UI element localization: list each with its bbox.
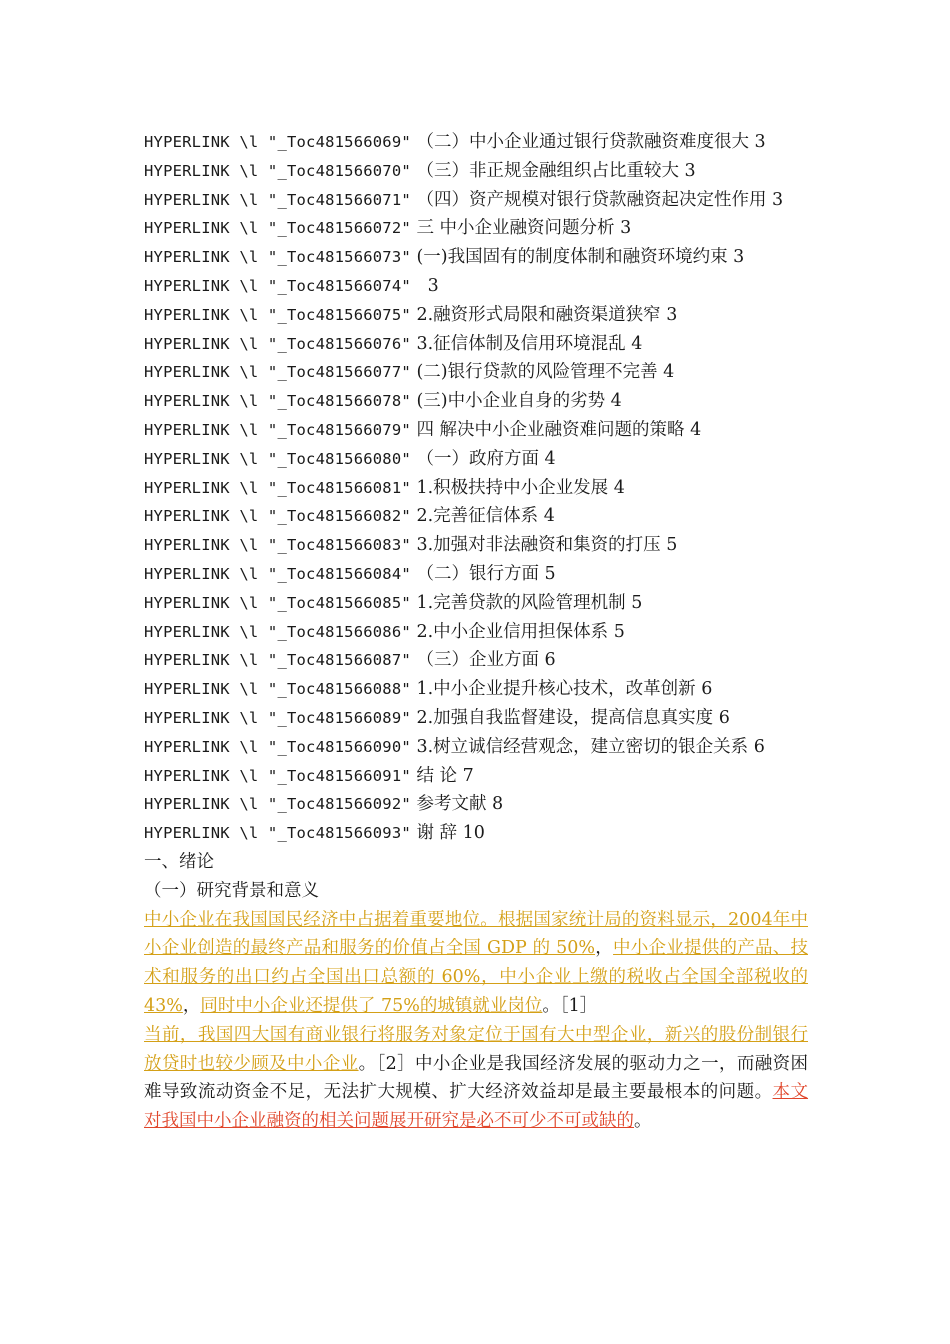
punctuation: 。: [634, 1111, 652, 1132]
toc-entry[interactable]: [144, 704, 808, 733]
toc-field-code: HYPERLINK \l "_Toc481566092": [144, 795, 411, 814]
toc-entry[interactable]: [144, 186, 808, 215]
toc-entry[interactable]: [144, 301, 808, 330]
table-of-contents: [144, 128, 808, 848]
toc-field-code: HYPERLINK \l "_Toc481566082": [144, 507, 411, 526]
citation: 。［1］: [542, 995, 598, 1016]
toc-field-code: HYPERLINK \l "_Toc481566080": [144, 449, 411, 468]
document-page: [144, 128, 808, 1136]
toc-entry[interactable]: [144, 214, 808, 243]
toc-entry[interactable]: [144, 762, 808, 791]
toc-entry-title: 结 论 7: [410, 765, 474, 786]
toc-entry[interactable]: [144, 445, 808, 474]
toc-field-code: HYPERLINK \l "_Toc481566093": [144, 824, 411, 843]
toc-entry-title: 1.中小企业提升核心技术，改革创新 6: [410, 679, 713, 700]
toc-entry-title: (一)我国固有的制度体制和融资环境约束 3: [410, 247, 745, 268]
toc-entry-title: （二）银行方面 5: [410, 563, 556, 584]
highlighted-sentence: 同时中小企业还提供了 75%的城镇就业岗位: [200, 995, 543, 1016]
toc-entry[interactable]: [144, 790, 808, 819]
toc-entry-title: 谢 辞 10: [410, 823, 485, 844]
toc-entry-title: （一）政府方面 4: [410, 448, 556, 469]
toc-entry[interactable]: [144, 733, 808, 762]
toc-entry[interactable]: [144, 618, 808, 647]
highlighted-sentence-red: 本文对我国中小企业融资的相关问题展开研究是必不可少不可或缺的: [144, 1082, 809, 1132]
toc-field-code: HYPERLINK \l "_Toc481566087": [144, 651, 411, 670]
toc-entry-title: (二)银行贷款的风险管理不完善 4: [410, 362, 675, 383]
toc-entry[interactable]: [144, 272, 808, 301]
toc-field-code: HYPERLINK \l "_Toc481566088": [144, 680, 411, 699]
toc-field-code: HYPERLINK \l "_Toc481566081": [144, 478, 411, 497]
toc-entry[interactable]: [144, 646, 808, 675]
toc-field-code: HYPERLINK \l "_Toc481566073": [144, 248, 411, 267]
body-text: 。［2］中小企业是我国经济发展的驱动力之一，而融资困难导致流动资金不足，无法扩大规模、扩大经济效益却是最主要最根本的问题。: [144, 1053, 808, 1103]
toc-field-code: HYPERLINK \l "_Toc481566083": [144, 536, 411, 555]
toc-entry-title: 参考文献 8: [410, 794, 504, 815]
toc-entry-title: 三 中小企业融资问题分析 3: [410, 218, 632, 239]
toc-entry[interactable]: [144, 157, 808, 186]
toc-field-code: HYPERLINK \l "_Toc481566079": [144, 420, 411, 439]
toc-entry-title: （四）资产规模对银行贷款融资起决定性作用 3: [410, 189, 784, 210]
toc-field-code: HYPERLINK \l "_Toc481566069": [144, 133, 411, 151]
toc-field-code: HYPERLINK \l "_Toc481566090": [144, 737, 411, 756]
body-paragraph: [144, 906, 808, 1021]
toc-entry[interactable]: [144, 128, 808, 157]
toc-entry[interactable]: [144, 589, 808, 618]
toc-field-code: HYPERLINK \l "_Toc481566078": [144, 392, 411, 411]
toc-entry[interactable]: [144, 416, 808, 445]
toc-entry[interactable]: [144, 387, 808, 416]
section-heading: 一、绪论: [144, 851, 214, 872]
toc-entry[interactable]: [144, 560, 808, 589]
body-paragraph: [144, 1021, 808, 1136]
toc-field-code: HYPERLINK \l "_Toc481566089": [144, 708, 411, 727]
highlighted-sentence: 当前，我国四大国有商业银行将服务对象定位于国有大中型企业，新兴的股份制银行放贷时也较少顾及中小企业: [144, 1024, 808, 1074]
toc-entry-title: （二）中小企业通过银行贷款融资难度很大 3: [410, 132, 766, 152]
toc-entry-title: 2.完善征信体系 4: [410, 506, 555, 527]
toc-field-code: HYPERLINK \l "_Toc481566086": [144, 622, 411, 641]
toc-field-code: HYPERLINK \l "_Toc481566074": [144, 276, 411, 295]
toc-entry[interactable]: [144, 474, 808, 503]
toc-entry-title: 1.积极扶持中小企业发展 4: [410, 477, 625, 498]
toc-entry[interactable]: [144, 502, 808, 531]
toc-field-code: HYPERLINK \l "_Toc481566084": [144, 564, 411, 583]
toc-entry-title: 四 解决中小企业融资难问题的策略 4: [410, 419, 702, 440]
toc-entry-title: 3.树立诚信经营观念，建立密切的银企关系 6: [410, 736, 765, 757]
toc-field-code: HYPERLINK \l "_Toc481566091": [144, 766, 411, 785]
toc-entry-title: 2.中小企业信用担保体系 5: [410, 621, 625, 642]
toc-entry-title: （三）非正规金融组织占比重较大 3: [410, 160, 696, 181]
toc-field-code: HYPERLINK \l "_Toc481566075": [144, 305, 411, 324]
toc-entry-title: 1.完善贷款的风险管理机制 5: [410, 592, 643, 613]
highlighted-sentence: 中小企业提供的产品、技术和服务的出口约占全国出口总额的 60%，中小企业上缴的税收占全国全部税收的 43%: [144, 938, 809, 1016]
toc-field-code: HYPERLINK \l "_Toc481566077": [144, 363, 411, 382]
subsection-heading: （一）研究背景和意义: [144, 880, 319, 901]
toc-field-code: HYPERLINK \l "_Toc481566070": [144, 161, 411, 180]
toc-entry-title: 2.融资形式局限和融资渠道狭窄 3: [410, 304, 678, 325]
punctuation: ，: [182, 995, 201, 1016]
toc-entry-title: (三)中小企业自身的劣势 4: [410, 391, 622, 412]
toc-entry[interactable]: [144, 675, 808, 704]
toc-field-code: HYPERLINK \l "_Toc481566071": [144, 190, 411, 209]
toc-entry-title: 3.加强对非法融资和集资的打压 5: [410, 535, 678, 556]
toc-entry-title: 2.加强自我监督建设，提高信息真实度 6: [410, 707, 730, 728]
highlighted-sentence: 中小企业在我国国民经济中占据着重要地位。根据国家统计局的资料显示，2004年中小企业创造的最终产品和服务的价值占全国 GDP 的 50%: [144, 909, 808, 959]
toc-field-code: HYPERLINK \l "_Toc481566076": [144, 334, 411, 353]
toc-field-code: HYPERLINK \l "_Toc481566072": [144, 219, 411, 238]
toc-entry-title: （三）企业方面 6: [410, 650, 556, 671]
toc-entry-title: 3: [410, 275, 439, 296]
toc-entry-title: 3.征信体制及信用环境混乱 4: [410, 333, 643, 354]
toc-field-code: HYPERLINK \l "_Toc481566085": [144, 593, 411, 612]
toc-entry[interactable]: [144, 531, 808, 560]
punctuation: ，: [595, 938, 614, 959]
toc-entry[interactable]: [144, 819, 808, 848]
toc-entry[interactable]: [144, 243, 808, 272]
toc-entry[interactable]: [144, 358, 808, 387]
toc-entry[interactable]: [144, 330, 808, 359]
